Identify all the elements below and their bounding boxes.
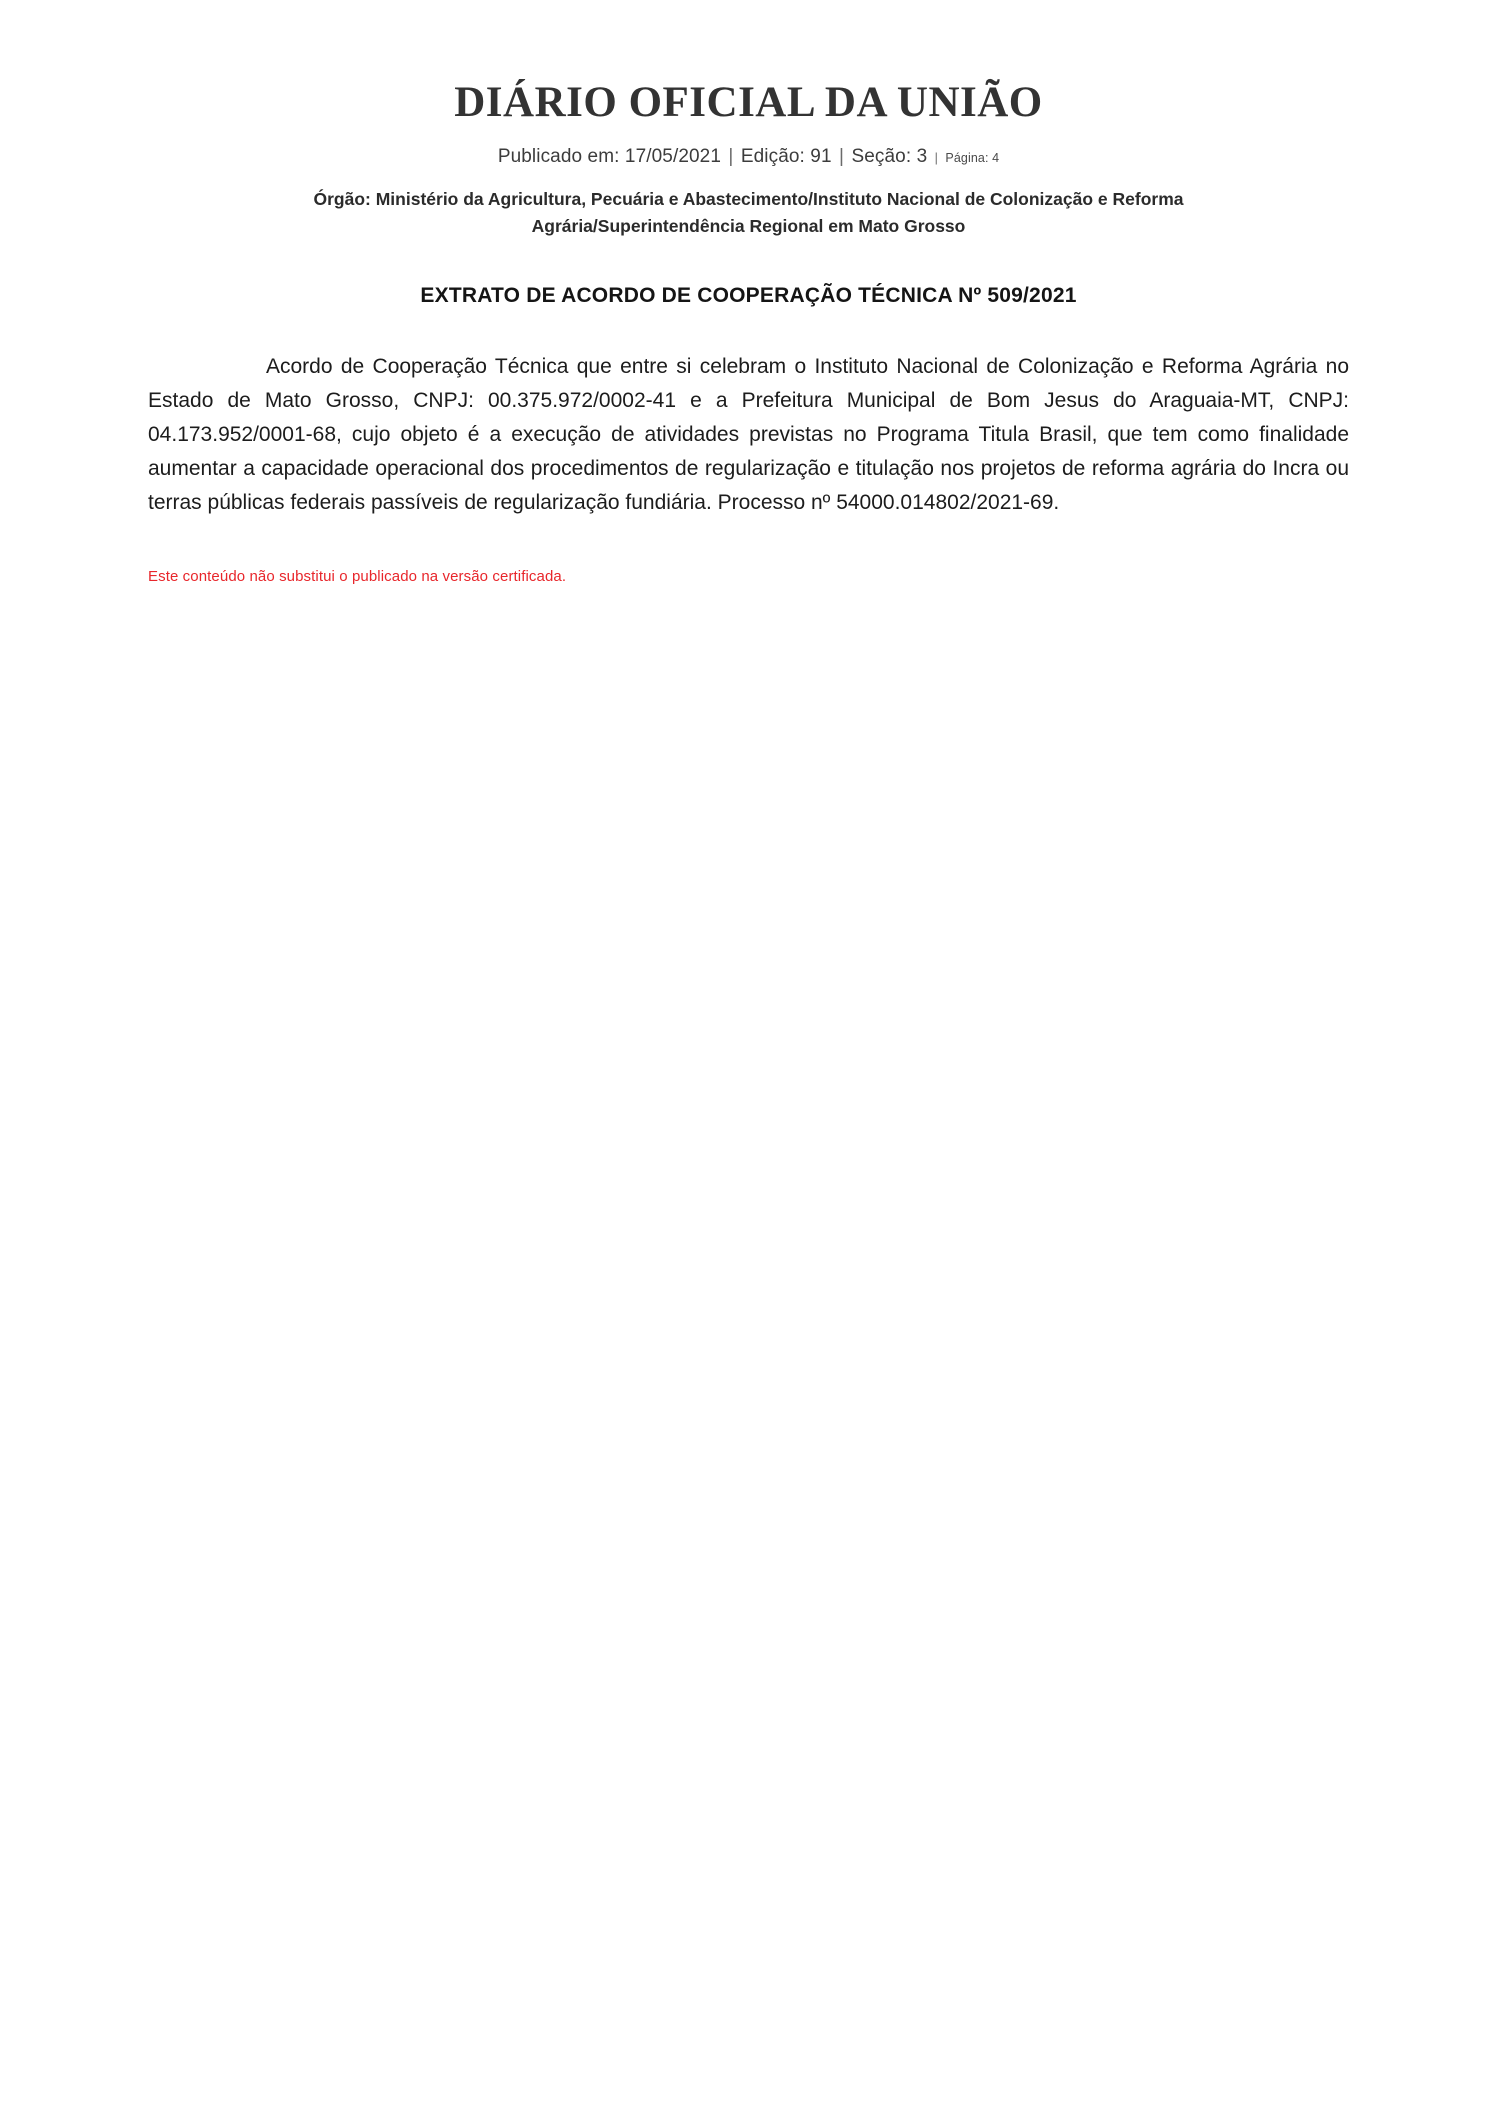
publication-separator-1: | xyxy=(728,146,734,168)
disclaimer-text: Este conteúdo não substitui o publicado na versão certificada. xyxy=(148,568,567,586)
publication-info xyxy=(148,145,1349,170)
publication-date: Publicado em: 17/05/2021 xyxy=(497,146,722,168)
publication-page: Página: 4 xyxy=(945,151,1000,166)
organ-line-1: Órgão: Ministério da Agricultura, Pecuária e Abastecimento/Instituto Nacional de Colonização e Reforma xyxy=(313,189,1184,210)
organ-info xyxy=(244,186,1254,240)
publication-section: Seção: 3 xyxy=(851,146,928,168)
document-title: EXTRATO DE ACORDO DE COOPERAÇÃO TÉCNICA Nº 509/2021 xyxy=(420,284,1077,308)
document-body xyxy=(148,350,1349,520)
organ-line-2: Agrária/Superintendência Regional em Mato Grosso xyxy=(531,216,966,237)
publication-separator-2: | xyxy=(839,146,845,168)
masthead-title: DIÁRIO OFICIAL DA UNIÃO xyxy=(454,79,1043,126)
publication-separator-3: | xyxy=(934,151,939,166)
document-body-text: Acordo de Cooperação Técnica que entre si celebram o Instituto Nacional de Colonização e Reforma Agrária no Estado de Mato Grosso, CNPJ: 00.375.972/0002-41 e a Prefeitura Municipal de Bom Jesus do Araguaia-MT, CNPJ: 04.173.952/0001-68, cujo objeto é a execução de atividades previstas no Programa Titula Brasil, que tem como finalidade aumentar a capacidade operacional dos procedimentos de regularização e titulação nos projetos de reforma agrária do Incra ou terras públicas federais passíveis de regularização fundiária. Processo nº 54000.014802/2021-69. xyxy=(148,355,1349,515)
publication-edition: Edição: 91 xyxy=(740,146,832,168)
